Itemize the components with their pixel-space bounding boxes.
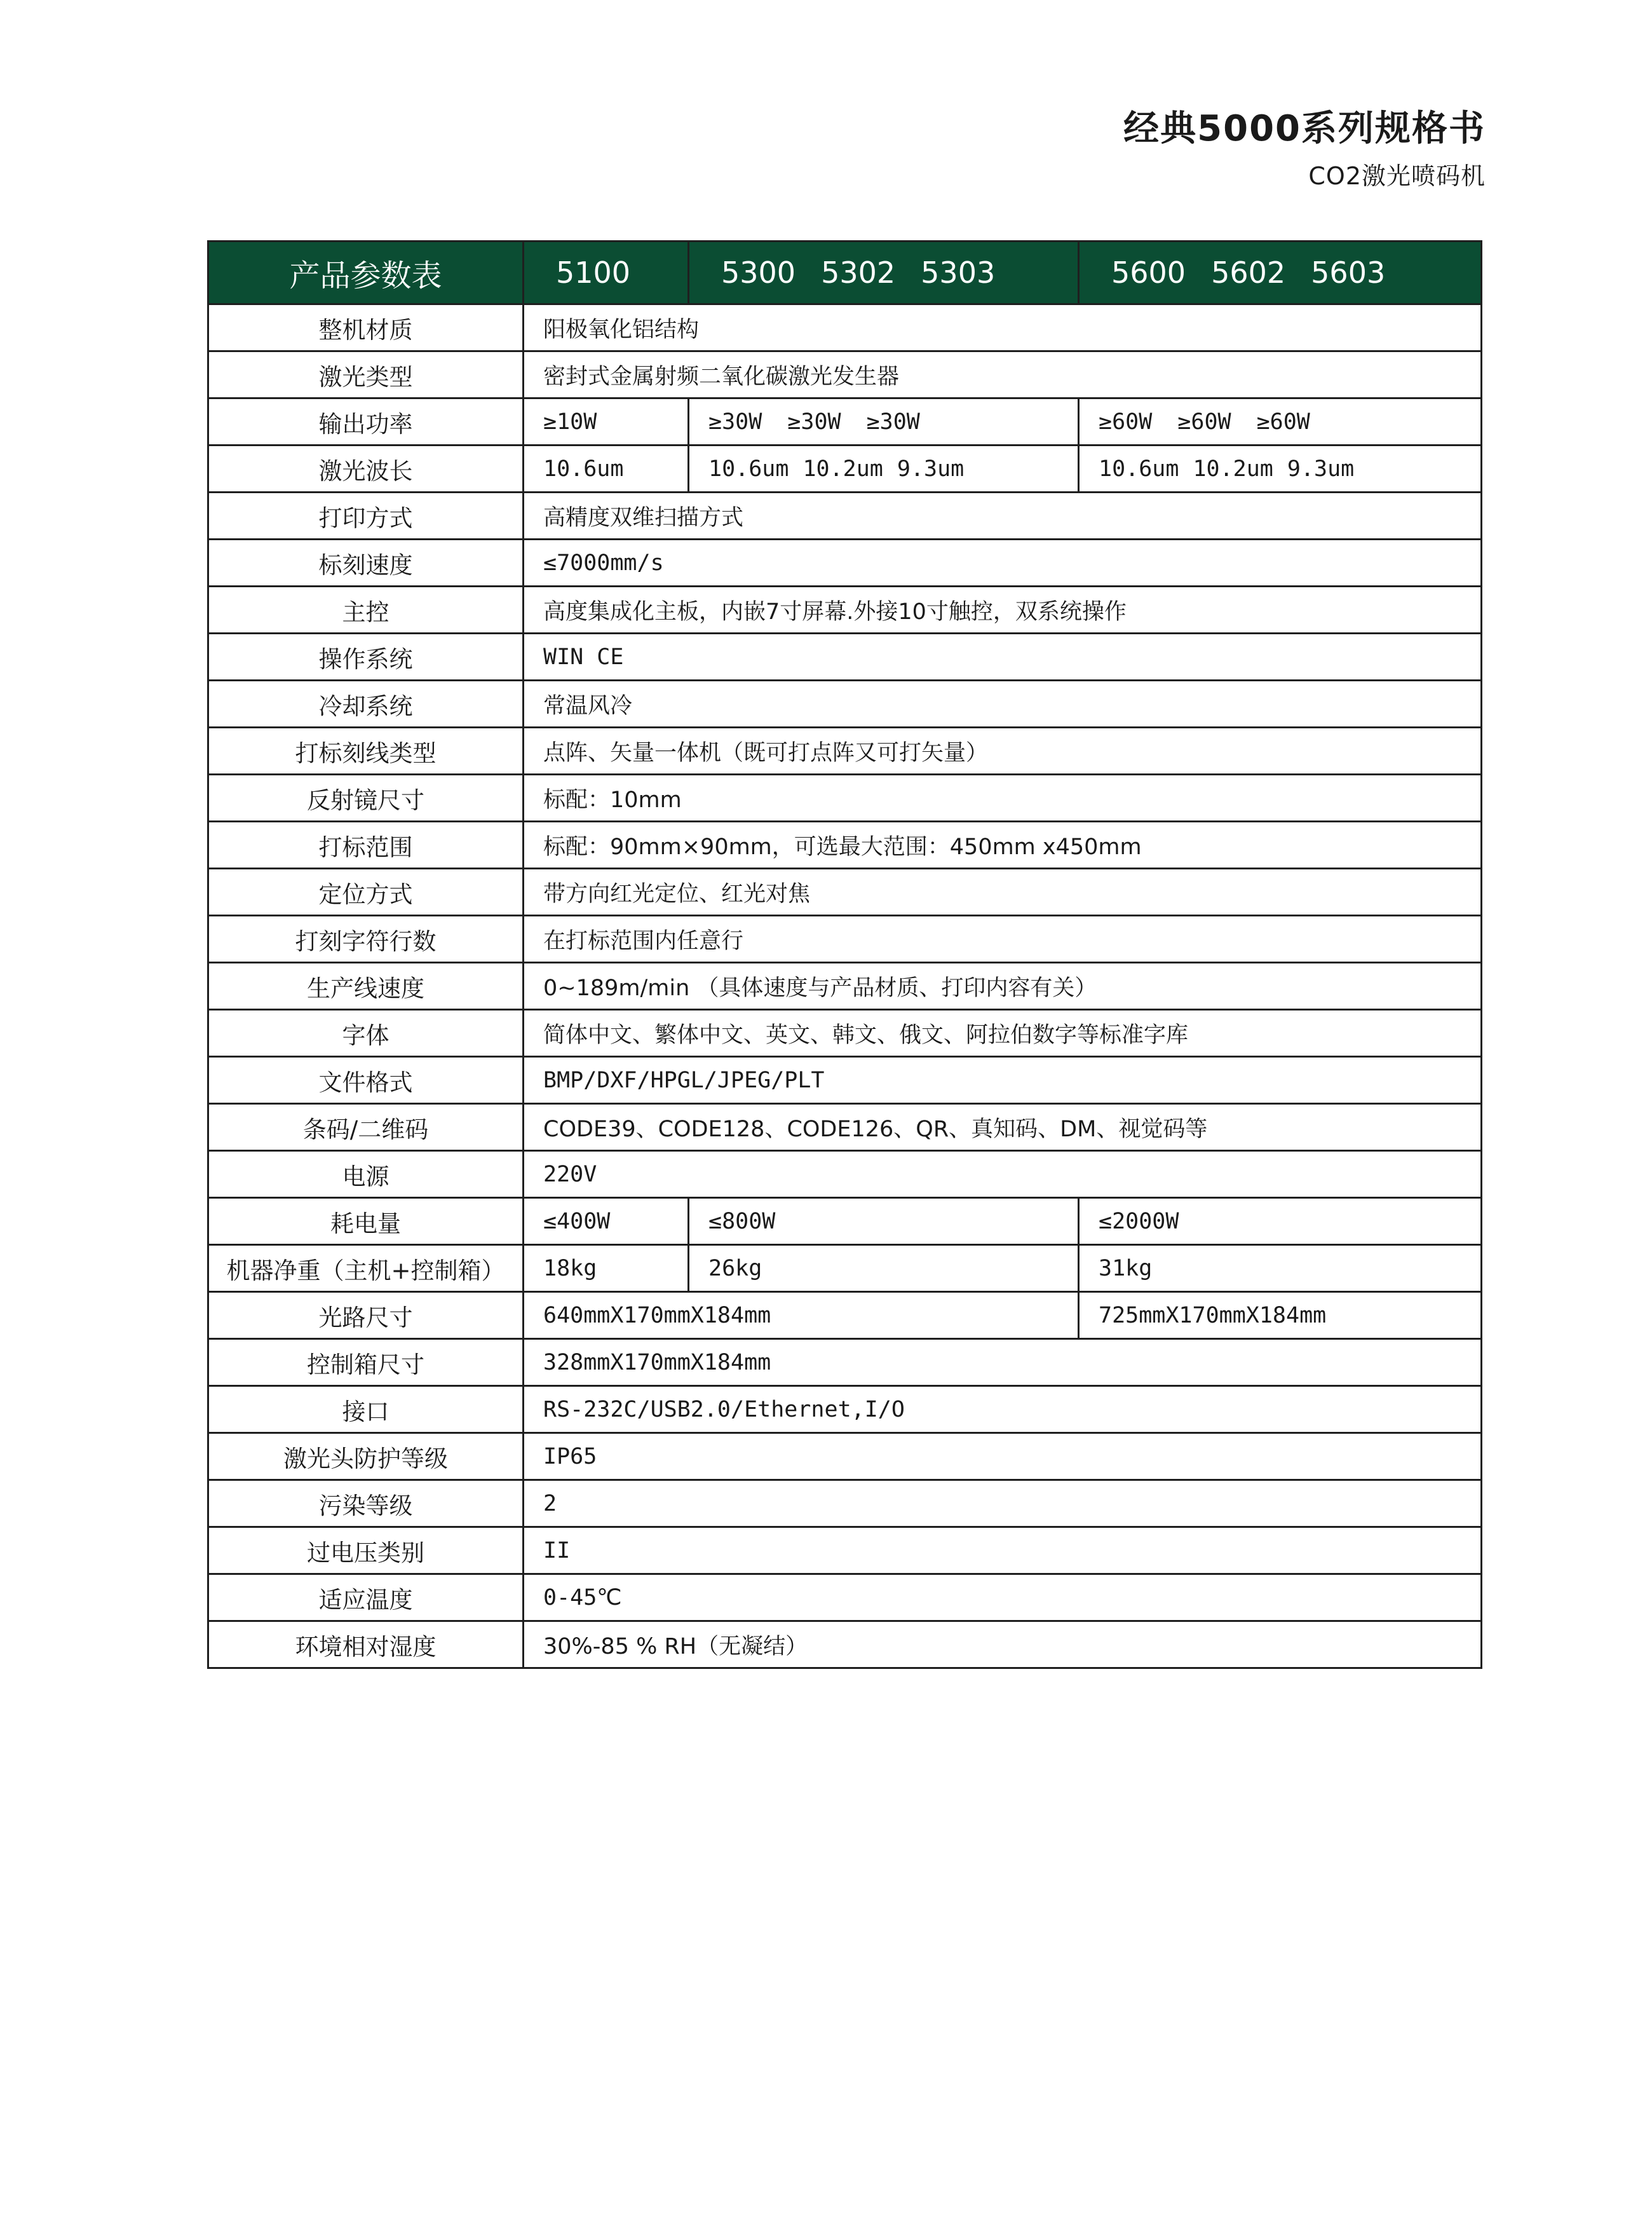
row-value: RS-232C/USB2.0/Ethernet,I/O	[524, 1386, 1482, 1433]
consumption-group-2: ≤800W	[689, 1198, 1079, 1245]
model-5303: 5303	[921, 255, 996, 290]
row-label: 文件格式	[208, 1057, 524, 1104]
row-label: 字体	[208, 1010, 524, 1057]
weight-group-3: 31kg	[1079, 1245, 1482, 1292]
table-row	[208, 1339, 1482, 1386]
row-label: 控制箱尺寸	[208, 1339, 524, 1386]
model-5100: 5100	[556, 255, 631, 290]
table-row	[208, 1010, 1482, 1057]
table-row	[208, 1433, 1482, 1480]
row-label: 标刻速度	[208, 540, 524, 587]
wavelength-group-1	[524, 446, 689, 493]
table-row	[208, 1151, 1482, 1198]
model-5602: 5602	[1211, 255, 1286, 290]
row-value: II	[524, 1527, 1482, 1574]
page-title: 经典5000系列规格书	[1123, 108, 1486, 149]
wavelength-value: 9.3um	[897, 456, 965, 482]
table-header-label: 产品参数表	[208, 242, 524, 304]
row-label: 操作系统	[208, 634, 524, 681]
table-row	[208, 1386, 1482, 1433]
power-group-2	[689, 398, 1079, 446]
row-label: 打标范围	[208, 822, 524, 869]
row-value: WIN CE	[524, 634, 1482, 681]
table-row	[208, 1574, 1482, 1621]
power-value: ≥60W	[1177, 409, 1231, 435]
weight-group-2: 26kg	[689, 1245, 1079, 1292]
row-value: 高精度双维扫描方式	[524, 493, 1482, 540]
row-label: 接口	[208, 1386, 524, 1433]
row-value: CODE39、CODE128、CODE126、QR、真知码、DM、视觉码等	[524, 1104, 1482, 1151]
table-row	[208, 869, 1482, 916]
row-label: 激光类型	[208, 351, 524, 398]
power-value: ≥30W	[787, 409, 841, 435]
wavelength-value: 10.6um	[708, 456, 789, 482]
wavelength-value: 10.6um	[1099, 456, 1179, 482]
row-value: 标配：10mm	[524, 775, 1482, 822]
row-value: 密封式金属射频二氧化碳激光发生器	[524, 351, 1482, 398]
wavelength-value: 10.2um	[802, 456, 883, 482]
table-row	[208, 916, 1482, 963]
model-5603: 5603	[1311, 255, 1386, 290]
table-row	[208, 775, 1482, 822]
table-row	[208, 587, 1482, 634]
row-label: 耗电量	[208, 1198, 524, 1245]
row-label: 整机材质	[208, 304, 524, 351]
power-value: ≥60W	[1256, 409, 1310, 435]
power-value: ≥30W	[866, 409, 920, 435]
wavelength-value: 9.3um	[1287, 456, 1355, 482]
table-row	[208, 304, 1482, 351]
table-row	[208, 351, 1482, 398]
row-label: 适应温度	[208, 1574, 524, 1621]
wavelength-group-3	[1079, 446, 1482, 493]
row-label: 环境相对湿度	[208, 1621, 524, 1668]
row-label: 电源	[208, 1151, 524, 1198]
row-value: ≤7000mm/s	[524, 540, 1482, 587]
table-row	[208, 1245, 1482, 1292]
table-row	[208, 1480, 1482, 1527]
row-label: 过电压类别	[208, 1527, 524, 1574]
row-value: 220V	[524, 1151, 1482, 1198]
table-row	[208, 681, 1482, 728]
wavelength-value: 10.6um	[543, 456, 624, 482]
table-row	[208, 963, 1482, 1010]
table-row	[208, 540, 1482, 587]
table-row	[208, 493, 1482, 540]
optical-size-group-3: 725mmX170mmX184mm	[1079, 1292, 1482, 1339]
model-5600: 5600	[1111, 255, 1186, 290]
row-label: 定位方式	[208, 869, 524, 916]
row-value: 标配：90mm×90mm，可选最大范围：450mm x450mm	[524, 822, 1482, 869]
row-label: 生产线速度	[208, 963, 524, 1010]
row-value: 带方向红光定位、红光对焦	[524, 869, 1482, 916]
table-row	[208, 1621, 1482, 1668]
table-row	[208, 1527, 1482, 1574]
row-label: 激光头防护等级	[208, 1433, 524, 1480]
table-row	[208, 398, 1482, 446]
row-value: 在打标范围内任意行	[524, 916, 1482, 963]
wavelength-value: 10.2um	[1193, 456, 1273, 482]
row-label: 打标刻线类型	[208, 728, 524, 775]
table-row	[208, 822, 1482, 869]
table-row	[208, 634, 1482, 681]
wavelength-group-2	[689, 446, 1079, 493]
table-row	[208, 1292, 1482, 1339]
row-label: 主控	[208, 587, 524, 634]
weight-group-1: 18kg	[524, 1245, 689, 1292]
row-label: 输出功率	[208, 398, 524, 446]
row-value: 30%-85 % RH（无凝结）	[524, 1621, 1482, 1668]
table-row	[208, 1198, 1482, 1245]
row-value: 点阵、矢量一体机（既可打点阵又可打矢量）	[524, 728, 1482, 775]
row-label: 机器净重（主机+控制箱）	[208, 1245, 524, 1292]
row-value: 阳极氧化铝结构	[524, 304, 1482, 351]
row-label: 打刻字符行数	[208, 916, 524, 963]
row-label: 条码/二维码	[208, 1104, 524, 1151]
table-row	[208, 1057, 1482, 1104]
row-value: BMP/DXF/HPGL/JPEG/PLT	[524, 1057, 1482, 1104]
model-group-1	[524, 242, 689, 304]
consumption-group-3: ≤2000W	[1079, 1198, 1482, 1245]
model-5300: 5300	[721, 255, 796, 290]
table-row	[208, 728, 1482, 775]
row-value: 2	[524, 1480, 1482, 1527]
optical-size-group-1-2: 640mmX170mmX184mm	[524, 1292, 1079, 1339]
model-group-2	[689, 242, 1079, 304]
spec-table	[207, 240, 1482, 1669]
power-group-1	[524, 398, 689, 446]
table-header-row	[208, 242, 1482, 304]
page-subtitle: CO2激光喷码机	[1308, 162, 1486, 190]
consumption-group-1: ≤400W	[524, 1198, 689, 1245]
row-value: 0~189m/min （具体速度与产品材质、打印内容有关）	[524, 963, 1482, 1010]
row-value: 常温风冷	[524, 681, 1482, 728]
row-label: 冷却系统	[208, 681, 524, 728]
row-value: 0-45℃	[524, 1574, 1482, 1621]
row-label: 打印方式	[208, 493, 524, 540]
row-label: 污染等级	[208, 1480, 524, 1527]
row-value: 高度集成化主板，内嵌7寸屏幕.外接10寸触控，双系统操作	[524, 587, 1482, 634]
power-value: ≥60W	[1099, 409, 1153, 435]
row-label: 反射镜尺寸	[208, 775, 524, 822]
row-label: 激光波长	[208, 446, 524, 493]
power-value: ≥30W	[708, 409, 762, 435]
model-5302: 5302	[821, 255, 896, 290]
power-value: ≥10W	[543, 409, 597, 435]
row-label: 光路尺寸	[208, 1292, 524, 1339]
row-value: IP65	[524, 1433, 1482, 1480]
model-group-3	[1079, 242, 1482, 304]
row-value: 简体中文、繁体中文、英文、韩文、俄文、阿拉伯数字等标准字库	[524, 1010, 1482, 1057]
power-group-3	[1079, 398, 1482, 446]
table-row	[208, 446, 1482, 493]
table-row	[208, 1104, 1482, 1151]
row-value: 328mmX170mmX184mm	[524, 1339, 1482, 1386]
